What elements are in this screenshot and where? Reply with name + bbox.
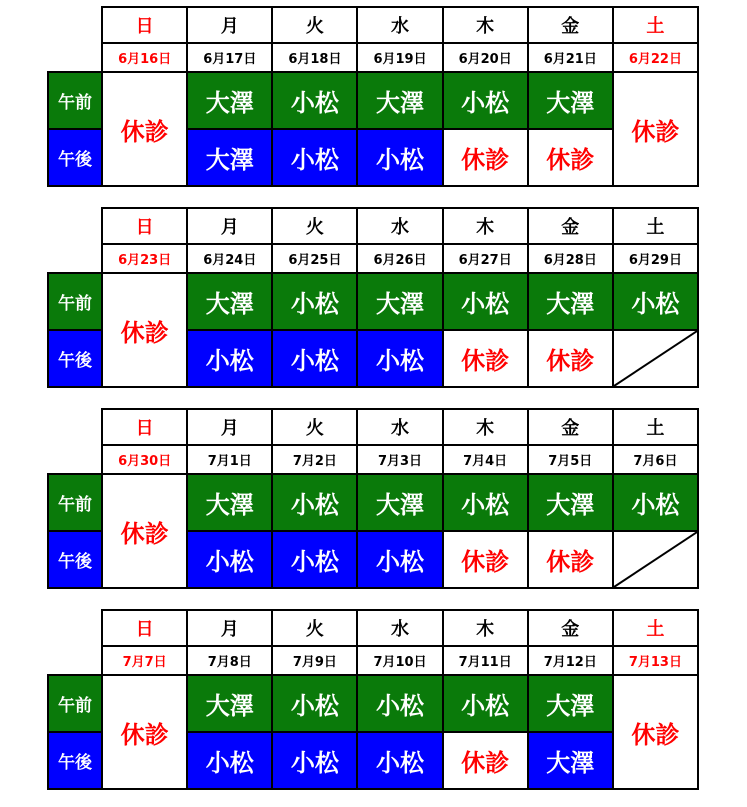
morning-doctor: 大澤 [528, 72, 613, 129]
date-header: 6月16日 [102, 43, 187, 72]
date-header: 7月4日 [443, 445, 528, 474]
saturday-morning-doctor: 小松 [613, 474, 698, 531]
corner-blank [48, 7, 102, 43]
weekday-header: 木 [443, 409, 528, 445]
afternoon-doctor: 小松 [187, 330, 272, 387]
corner-blank [48, 610, 102, 646]
morning-doctor: 大澤 [187, 72, 272, 129]
corner-blank [48, 244, 102, 273]
week-table [47, 6, 699, 187]
afternoon-doctor: 大澤 [187, 129, 272, 186]
afternoon-label: 午後 [48, 330, 102, 387]
afternoon-closed: 休診 [443, 732, 528, 789]
week-table [47, 609, 699, 790]
weekday-header: 水 [357, 610, 442, 646]
morning-doctor: 大澤 [357, 474, 442, 531]
date-header: 6月20日 [443, 43, 528, 72]
afternoon-doctor: 小松 [187, 531, 272, 588]
afternoon-doctor: 小松 [357, 129, 442, 186]
corner-blank [48, 445, 102, 474]
morning-doctor: 小松 [272, 72, 357, 129]
morning-doctor: 小松 [272, 474, 357, 531]
schedule-table [47, 609, 699, 790]
afternoon-doctor: 小松 [357, 330, 442, 387]
afternoon-closed: 休診 [528, 330, 613, 387]
weekday-header: 火 [272, 7, 357, 43]
schedule-table [47, 207, 699, 388]
morning-doctor: 大澤 [528, 273, 613, 330]
date-header: 6月21日 [528, 43, 613, 72]
date-header: 6月17日 [187, 43, 272, 72]
weekday-header: 月 [187, 208, 272, 244]
weekday-header: 金 [528, 208, 613, 244]
morning-doctor: 大澤 [357, 273, 442, 330]
no-session-cell [613, 330, 698, 387]
date-header: 6月19日 [357, 43, 442, 72]
date-header: 7月6日 [613, 445, 698, 474]
saturday-closed: 休診 [613, 72, 698, 186]
morning-label: 午前 [48, 72, 102, 129]
date-header: 6月22日 [613, 43, 698, 72]
weekday-header: 土 [613, 409, 698, 445]
date-header: 7月8日 [187, 646, 272, 675]
morning-doctor: 大澤 [187, 273, 272, 330]
weekday-header: 月 [187, 610, 272, 646]
afternoon-doctor: 小松 [272, 732, 357, 789]
weekday-header: 土 [613, 7, 698, 43]
weekday-header: 金 [528, 7, 613, 43]
weekday-header: 火 [272, 610, 357, 646]
date-header: 7月5日 [528, 445, 613, 474]
diagonal-slash [614, 331, 697, 386]
weekday-header: 日 [102, 610, 187, 646]
morning-label: 午前 [48, 675, 102, 732]
weekday-header: 土 [613, 208, 698, 244]
morning-label: 午前 [48, 474, 102, 531]
weekday-header: 日 [102, 208, 187, 244]
afternoon-label: 午後 [48, 732, 102, 789]
afternoon-doctor: 小松 [357, 732, 442, 789]
afternoon-doctor: 小松 [187, 732, 272, 789]
date-header: 6月24日 [187, 244, 272, 273]
weekday-header: 月 [187, 7, 272, 43]
morning-doctor: 大澤 [357, 72, 442, 129]
schedule-table [47, 408, 699, 589]
no-session-cell [613, 531, 698, 588]
schedule-table [47, 6, 699, 187]
afternoon-closed: 休診 [443, 129, 528, 186]
weekday-header: 木 [443, 208, 528, 244]
afternoon-doctor: 小松 [272, 531, 357, 588]
morning-doctor: 大澤 [187, 474, 272, 531]
date-header: 7月2日 [272, 445, 357, 474]
corner-blank [48, 409, 102, 445]
weekday-header: 金 [528, 409, 613, 445]
weekday-header: 月 [187, 409, 272, 445]
date-header: 7月7日 [102, 646, 187, 675]
morning-doctor: 小松 [443, 474, 528, 531]
corner-blank [48, 646, 102, 675]
afternoon-doctor: 小松 [272, 129, 357, 186]
afternoon-closed: 休診 [528, 129, 613, 186]
morning-doctor: 大澤 [528, 474, 613, 531]
afternoon-label: 午後 [48, 129, 102, 186]
date-header: 6月23日 [102, 244, 187, 273]
weekday-header: 土 [613, 610, 698, 646]
weekday-header: 木 [443, 610, 528, 646]
morning-doctor: 大澤 [187, 675, 272, 732]
weekday-header: 日 [102, 409, 187, 445]
date-header: 7月13日 [613, 646, 698, 675]
date-header: 6月18日 [272, 43, 357, 72]
afternoon-closed: 休診 [528, 531, 613, 588]
date-header: 6月27日 [443, 244, 528, 273]
date-header: 7月9日 [272, 646, 357, 675]
morning-doctor: 小松 [357, 675, 442, 732]
corner-blank [48, 43, 102, 72]
date-header: 6月28日 [528, 244, 613, 273]
afternoon-label: 午後 [48, 531, 102, 588]
date-header: 7月10日 [357, 646, 442, 675]
afternoon-doctor: 小松 [357, 531, 442, 588]
date-header: 6月26日 [357, 244, 442, 273]
morning-doctor: 大澤 [528, 675, 613, 732]
week-table [47, 207, 699, 388]
diagonal-slash [614, 532, 697, 587]
weekday-header: 火 [272, 208, 357, 244]
morning-doctor: 小松 [443, 675, 528, 732]
weekday-header: 水 [357, 208, 442, 244]
afternoon-closed: 休診 [443, 531, 528, 588]
morning-doctor: 小松 [443, 273, 528, 330]
morning-doctor: 小松 [272, 675, 357, 732]
date-header: 7月11日 [443, 646, 528, 675]
afternoon-closed: 休診 [443, 330, 528, 387]
weekday-header: 日 [102, 7, 187, 43]
sunday-closed: 休診 [102, 72, 187, 186]
weekday-header: 木 [443, 7, 528, 43]
saturday-morning-doctor: 小松 [613, 273, 698, 330]
afternoon-doctor: 小松 [272, 330, 357, 387]
date-header: 7月12日 [528, 646, 613, 675]
weekday-header: 金 [528, 610, 613, 646]
sunday-closed: 休診 [102, 675, 187, 789]
sunday-closed: 休診 [102, 474, 187, 588]
morning-doctor: 小松 [443, 72, 528, 129]
corner-blank [48, 208, 102, 244]
weekday-header: 火 [272, 409, 357, 445]
weekday-header: 水 [357, 409, 442, 445]
date-header: 7月3日 [357, 445, 442, 474]
morning-label: 午前 [48, 273, 102, 330]
saturday-closed: 休診 [613, 675, 698, 789]
date-header: 6月30日 [102, 445, 187, 474]
date-header: 7月1日 [187, 445, 272, 474]
weekday-header: 水 [357, 7, 442, 43]
morning-doctor: 小松 [272, 273, 357, 330]
afternoon-doctor: 大澤 [528, 732, 613, 789]
date-header: 6月29日 [613, 244, 698, 273]
date-header: 6月25日 [272, 244, 357, 273]
week-table [47, 408, 699, 589]
sunday-closed: 休診 [102, 273, 187, 387]
